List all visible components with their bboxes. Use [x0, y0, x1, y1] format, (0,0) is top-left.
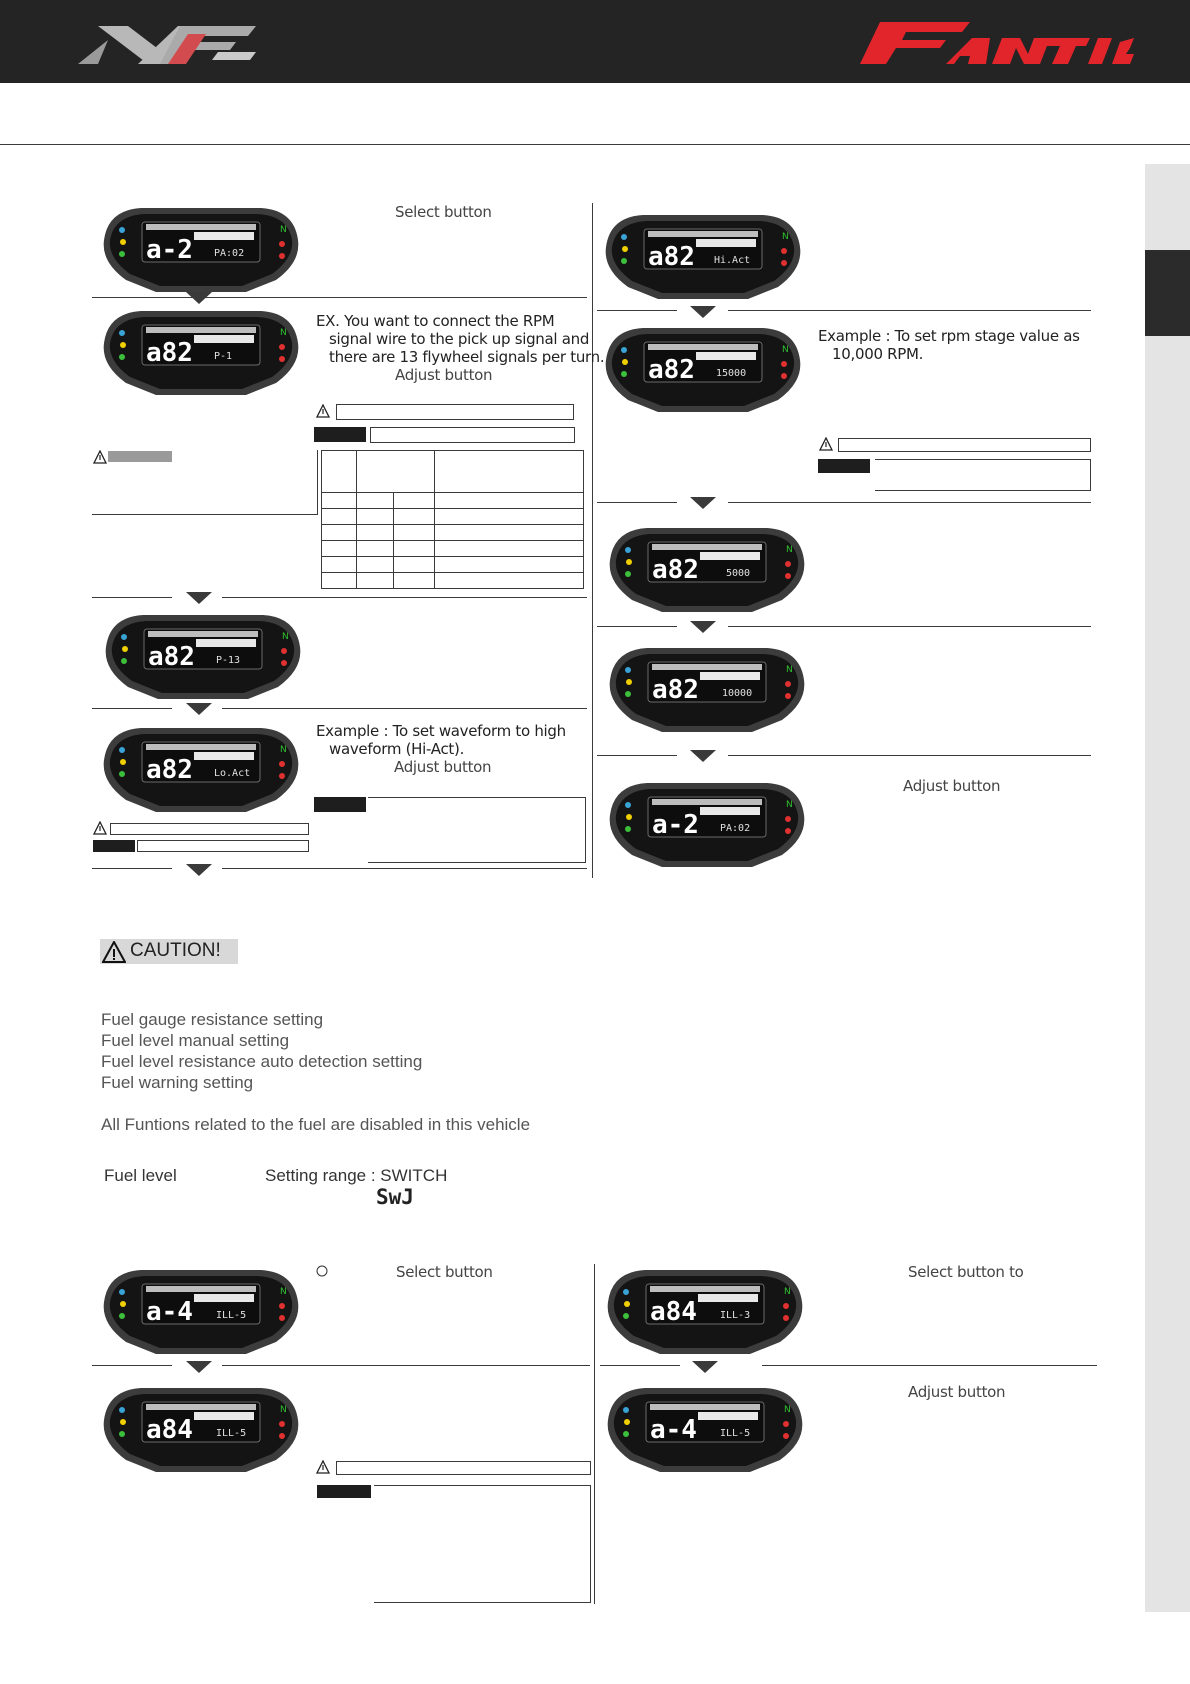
down-arrow-icon: [690, 497, 716, 509]
dash-cluster: [602, 775, 812, 871]
adjust-button-instruction: Adjust button: [903, 777, 1001, 795]
cluster-main-reading: a84: [146, 1415, 193, 1445]
cluster-sub-reading: 15000: [716, 368, 747, 379]
select-button-instruction: Select button: [395, 203, 492, 221]
divider: [92, 297, 587, 298]
dash-cluster: [96, 303, 306, 399]
fuel-level-label: Fuel level: [104, 1166, 177, 1185]
note-box: [110, 823, 309, 835]
switch-code: SwJ: [376, 1185, 414, 1209]
note-label-bar: [317, 1485, 371, 1498]
cluster-main-reading: a82: [146, 338, 193, 368]
down-arrow-icon: [690, 306, 716, 318]
dash-cluster: [600, 1262, 810, 1358]
cluster-main-reading: a-4: [146, 1297, 193, 1327]
cluster-sub-reading: P-1: [214, 351, 233, 362]
select-button-instruction: Select button: [396, 1263, 493, 1281]
example-text: waveform (Hi-Act).: [329, 740, 465, 758]
cluster-main-reading: a-2: [146, 235, 193, 265]
divider: [728, 626, 1091, 627]
example-text: signal wire to the pick up signal and: [329, 330, 590, 348]
dash-cluster: [96, 1262, 306, 1358]
cluster-sub-reading: Lo.Act: [214, 768, 251, 779]
caution-banner: [100, 939, 238, 964]
down-arrow-icon: [692, 1361, 718, 1373]
divider: [222, 1365, 590, 1366]
cluster-sub-reading: ILL-5: [720, 1428, 751, 1439]
example-text: there are 13 flywheel signals per turn.: [329, 348, 605, 366]
cluster-sub-reading: ILL-5: [216, 1428, 247, 1439]
dash-cluster: [600, 1380, 810, 1476]
caution-item: Fuel warning setting: [101, 1073, 254, 1092]
cluster-main-reading: a82: [652, 555, 699, 585]
dash-cluster: [602, 640, 812, 736]
select-button-to-instruction: Select button to: [908, 1263, 1024, 1281]
example-text: Example : To set waveform to high: [316, 722, 566, 740]
divider: [222, 708, 587, 709]
divider: [92, 597, 172, 598]
cluster-main-reading: a-2: [652, 810, 699, 840]
note-box: [336, 1461, 591, 1475]
down-arrow-icon: [690, 621, 716, 633]
note-label-bar: [818, 459, 870, 473]
cluster-sub-reading: 5000: [726, 568, 751, 579]
divider: [600, 1365, 680, 1366]
cluster-main-reading: a82: [146, 755, 193, 785]
caution-item: Fuel level resistance auto detection setting: [101, 1052, 423, 1071]
divider: [92, 708, 172, 709]
warning-icon: [93, 821, 107, 835]
down-arrow-icon: [186, 864, 212, 876]
fantic-logo: [850, 18, 1134, 66]
header-rule: [0, 144, 1190, 145]
divider: [92, 1365, 172, 1366]
dash-cluster: [96, 720, 306, 816]
setting-range-label: Setting range : SWITCH: [265, 1166, 448, 1185]
cluster-sub-reading: P-13: [216, 655, 241, 666]
warning-icon: [316, 1460, 330, 1474]
page-header: [0, 0, 1190, 83]
caution-label: CAUTION!: [130, 940, 221, 961]
divider: [368, 862, 586, 863]
adjust-button-instruction: Adjust button: [394, 758, 492, 776]
cluster-main-reading: a84: [650, 1297, 697, 1327]
cluster-main-reading: a-4: [650, 1415, 697, 1445]
warning-box: [92, 450, 318, 515]
note-box: [875, 459, 1091, 491]
divider: [597, 310, 677, 311]
divider: [597, 626, 677, 627]
column-divider: [592, 203, 593, 878]
warning-icon: [102, 941, 126, 963]
caution-note: All Funtions related to the fuel are disabled in this vehicle: [101, 1115, 531, 1134]
divider: [597, 755, 677, 756]
note-box: [374, 1485, 591, 1603]
dash-cluster: [602, 520, 812, 616]
cluster-sub-reading: 10000: [722, 688, 753, 699]
cluster-sub-reading: PA:02: [214, 248, 245, 259]
cluster-main-reading: a82: [648, 242, 695, 272]
down-arrow-icon: [690, 750, 716, 762]
adjust-button-instruction: Adjust button: [908, 1383, 1006, 1401]
cluster-sub-reading: Hi.Act: [714, 255, 751, 266]
dash-cluster: [598, 320, 808, 416]
warning-icon: [819, 437, 833, 451]
adjust-button-instruction: Adjust button: [395, 366, 493, 384]
warning-icon: [316, 404, 330, 418]
divider: [597, 502, 677, 503]
cluster-sub-reading: PA:02: [720, 823, 751, 834]
cluster-sub-reading: ILL-5: [216, 1310, 247, 1321]
circle-bullet-icon: [316, 1265, 328, 1277]
caution-item: Fuel level manual setting: [101, 1031, 290, 1050]
dash-cluster: [96, 200, 306, 296]
caution-item: Fuel gauge resistance setting: [101, 1010, 324, 1029]
cluster-sub-reading: ILL-3: [720, 1310, 751, 1321]
divider: [728, 310, 1091, 311]
dash-cluster: [98, 607, 308, 703]
dash-cluster: [598, 207, 808, 303]
note-label-bar: [314, 427, 366, 442]
example-text: EX. You want to connect the RPM: [316, 312, 555, 330]
cluster-main-reading: a82: [652, 675, 699, 705]
divider: [222, 868, 587, 869]
divider: [762, 1365, 1097, 1366]
note-box: [838, 438, 1091, 452]
down-arrow-icon: [186, 703, 212, 715]
xef-logo: [68, 16, 258, 68]
down-arrow-icon: [186, 1361, 212, 1373]
example-text: Example : To set rpm stage value as: [818, 327, 1080, 345]
divider: [92, 868, 172, 869]
cluster-main-reading: a82: [148, 642, 195, 672]
note-box: [137, 840, 309, 852]
note-label-bar: [93, 840, 135, 852]
signal-table: [321, 450, 584, 589]
divider: [222, 597, 587, 598]
note-box: [368, 797, 586, 863]
brand-logo-text: [0, 0, 4, 1]
side-tab-marker: [1145, 250, 1190, 336]
column-divider: [594, 1264, 595, 1604]
down-arrow-icon: [186, 592, 212, 604]
note-label-bar: [314, 797, 366, 812]
note-box: [336, 404, 574, 420]
divider: [728, 755, 1091, 756]
side-tab: [1145, 164, 1190, 1612]
dash-cluster: [96, 1380, 306, 1476]
cluster-main-reading: a82: [648, 355, 695, 385]
note-box: [370, 427, 575, 443]
divider: [728, 502, 1091, 503]
example-text: 10,000 RPM.: [832, 345, 924, 363]
